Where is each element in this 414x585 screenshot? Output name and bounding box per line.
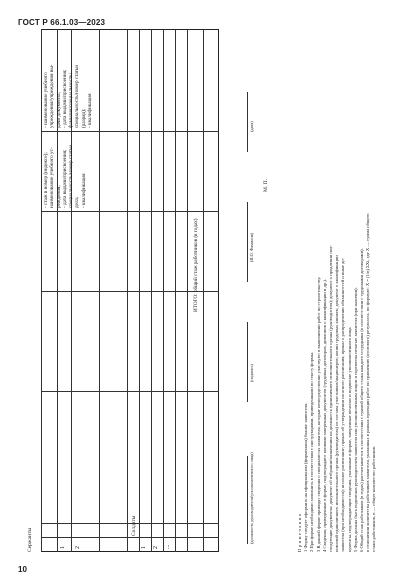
signature-caption: (подпись) <box>249 364 254 382</box>
rotated-page-content <box>27 27 414 552</box>
note-line: 1 Форму следует оформить на официальном (фирменном) бланке заявителя. <box>303 402 309 552</box>
group-label-sergeants: Сержанты <box>27 527 33 552</box>
signature-position-caption: (должность руководителя/уполномоченного лица) <box>249 452 254 544</box>
row-number: 1 <box>141 546 147 549</box>
note-line: заявителя (при необходимости); штатное расписание; приказ об утверждении штатного расписания; приказ о распределении обязанностей и иные до- <box>340 257 346 552</box>
note-line: 4 Сведения, приведенные в форме, подтверждают копиями заверенных документов (трудовых договоров, дипломов о квалификации и др.). <box>321 279 327 552</box>
note-line: 3 В данной форме приводят сведения о специалистах заявителя, которые непосредственно участвуют в выполнении работ по строительству. <box>315 276 321 552</box>
stamp-place-label: М. П. <box>263 179 269 192</box>
note-line: 5 Форма должна быть подписана руководителем заявителя или уполномоченным лицом и скреплена печатью заявителя (при наличии). <box>352 287 358 552</box>
note-line: номочий единоличного исполнительного органа (руководителя) из состава участников/акционеров; копии трудовых книжек; документ о квалификации <box>334 255 340 552</box>
signature-name-caption: (И.О. Фамилия) <box>249 232 254 262</box>
notes-section <box>297 29 378 552</box>
notes-title: Примечания <box>297 512 302 552</box>
row-number: 2 <box>75 546 81 549</box>
total-label: ИТОГО: общий стаж работников (в годах) <box>193 218 199 312</box>
note-line: 6 Общий стаж работников (в годах) рассчитывается в соответствии с суммой общего стажа каждого сотрудника (в соответствии с трудовыми договорами). <box>359 248 365 552</box>
page-number: 10 <box>18 565 27 574</box>
cell-education-1: - стаж в номер (индексе); наименование учебного ус- реждения; - дата выдачи/присвоения; специальность/номер статьи дела; - квалификация <box>43 144 87 208</box>
cell-education-2: - наименование учебного учреждения/учреждения вы- дачи документа; - дата выдачи/присвоения; фамилия/специальность/ специальность/номер статьи (разряд); - квалификация <box>43 64 94 128</box>
note-line: следующие документы: документ об избрании/назначении на должность единоличного исполнительного органа (руководителя); документ о продлении пол- <box>328 245 334 552</box>
row-number: ... <box>165 544 171 549</box>
note-line: стажа работников, n — общее количество работников. <box>371 445 377 552</box>
signature-date-caption: (дата) <box>249 121 254 132</box>
group-label-soldiers: Солдаты <box>131 515 137 536</box>
document-header: ГОСТ Р 66.1.03—2023 <box>18 18 106 27</box>
note-line: 2 При форме необходимо заполнить в соответствии с инструкциями, приведенными по тексту формы. <box>309 351 315 552</box>
row-number: 1 <box>60 546 66 549</box>
row-number: 2 <box>153 546 159 549</box>
note-line: кументы, подтверждающие сведения, указанные в форме, заверенные печатью и подписью уполномоченного лица. <box>346 326 352 552</box>
note-line: в отношении количества работников заявителя, указанных в рамках проекции работ по сравнению (итогового) результата, по формуле: Х = (1/n) ΣXi, где Х — сумма общего <box>365 213 371 552</box>
